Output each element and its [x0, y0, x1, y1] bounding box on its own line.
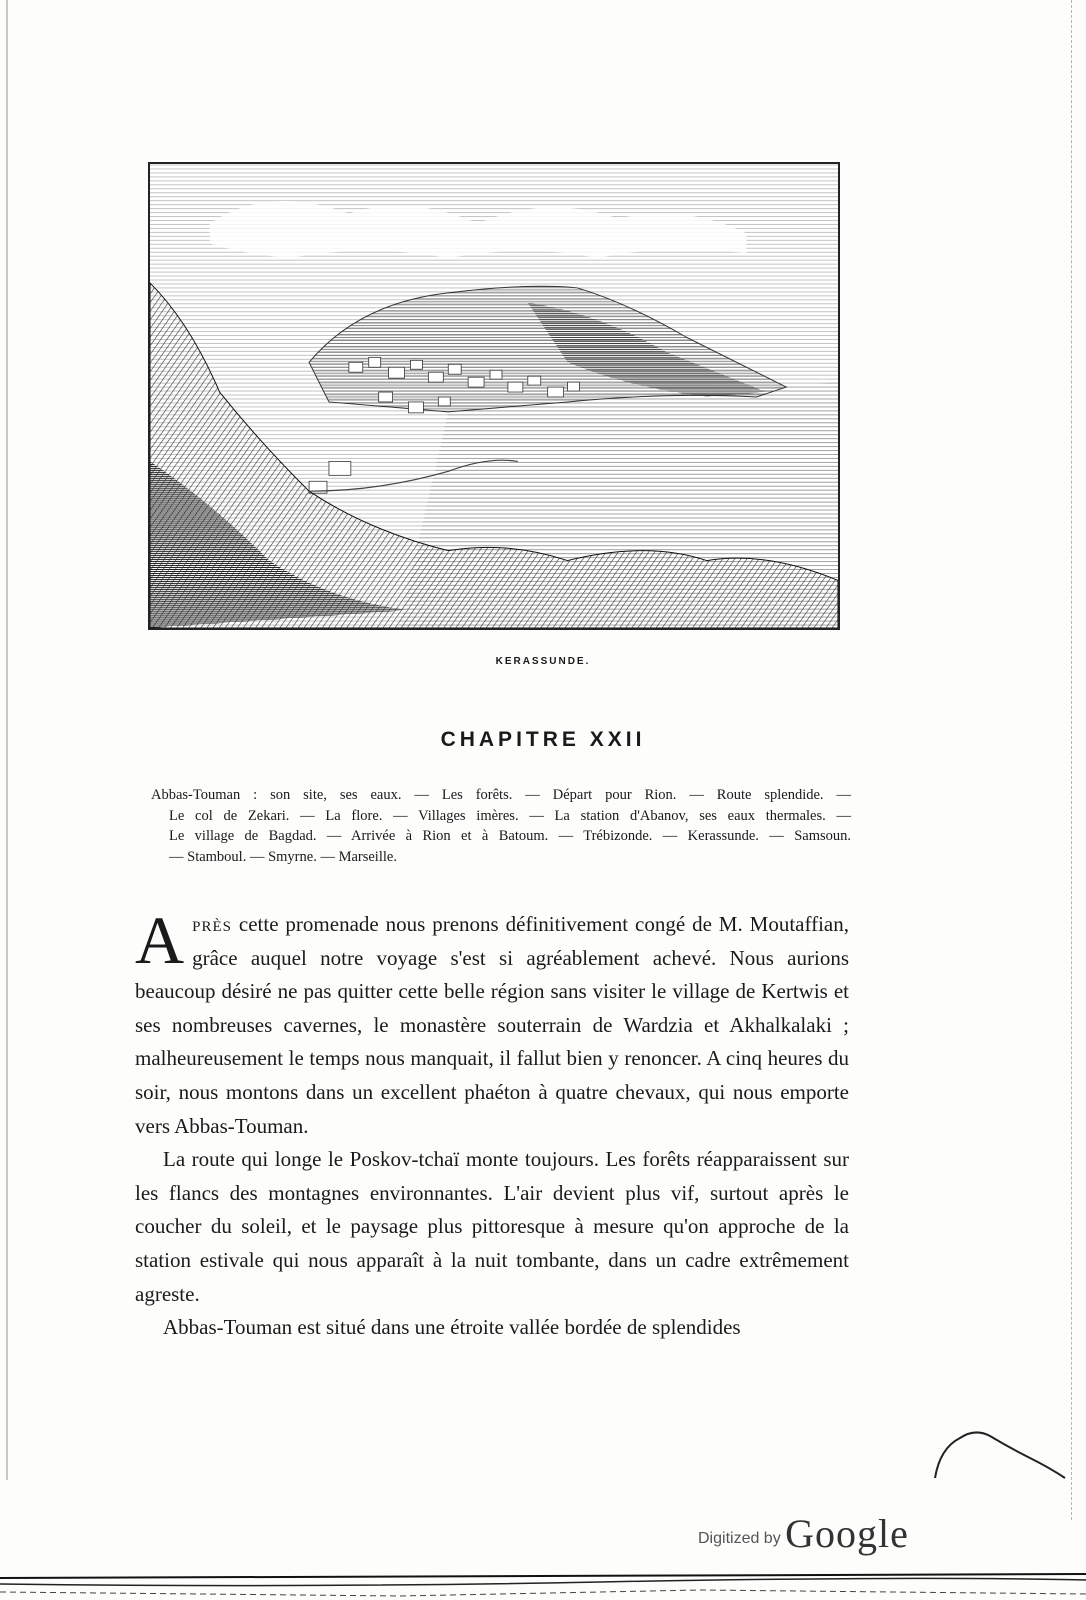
page-edge-right: [1070, 0, 1072, 1520]
summary-line: — Stamboul. — Smyrne. — Marseille.: [169, 848, 397, 865]
engraving-illustration: [148, 162, 840, 630]
bottom-scan-edge: [0, 1572, 1086, 1600]
chapter-summary: [151, 785, 851, 867]
body-text: [135, 902, 849, 1345]
paragraph-1: [135, 902, 849, 1143]
engraving-drawing: [150, 164, 838, 628]
paragraph-3: Abbas-Touman est situé dans une étroite vallée bordée de splendides: [163, 1315, 741, 1340]
summary-line: Le col de Zekari. — La flore. — Villages imères. — La station d'Abanov, ses eaux thermales. —: [169, 807, 851, 824]
paragraph-1-text: cette promenade nous prenons définitivement congé de M. Moutaffian, grâce auquel notre voyage s'est si agréablement achevé. Nous aurions beaucoup désiré ne pas quitter cette belle région sans visiter le village de Kertwis et ses nombreuses cavernes, le monastère souterrain de Wardzia et Akhalkalaki ; malheureusement le temps nous manquait, il fallut bien y renoncer. A cinq heures du soir, nous montons dans un excellent phaéton à quatre chevaux, qui nous emporte vers Abbas-Touman.: [135, 912, 849, 1138]
paragraph-2: La route qui longe le Poskov-tchaï monte toujours. Les forêts réapparaissent sur les flancs des montagnes environnantes. L'air devient plus vif, surtout après le coucher du soleil, et le paysage plus pittoresque à mesure qu'on approche de la station estivale qui nous apparaît à la nuit tombante, dans un cadre extrêmement agreste.: [135, 1147, 849, 1306]
summary-line: Le village de Bagdad. — Arrivée à Rion et à Batoum. — Trébizonde. — Kerassunde. — Samsoun.: [169, 828, 851, 844]
smallcaps-word: près: [192, 912, 232, 936]
figure-caption: KERASSUNDE.: [495, 656, 591, 667]
watermark-prefix: Digitized by: [698, 1530, 781, 1547]
page-scratch-mark: [930, 1418, 1070, 1488]
watermark-brand: Google: [785, 1511, 909, 1556]
summary-line: Abbas-Touman : son site, ses eaux. — Les forêts. — Départ pour Rion. — Route splendide. —: [151, 787, 851, 803]
drop-cap: A: [135, 902, 185, 978]
chapter-title: CHAPITRE XXII: [440, 728, 646, 751]
digitized-watermark: [698, 1510, 909, 1557]
